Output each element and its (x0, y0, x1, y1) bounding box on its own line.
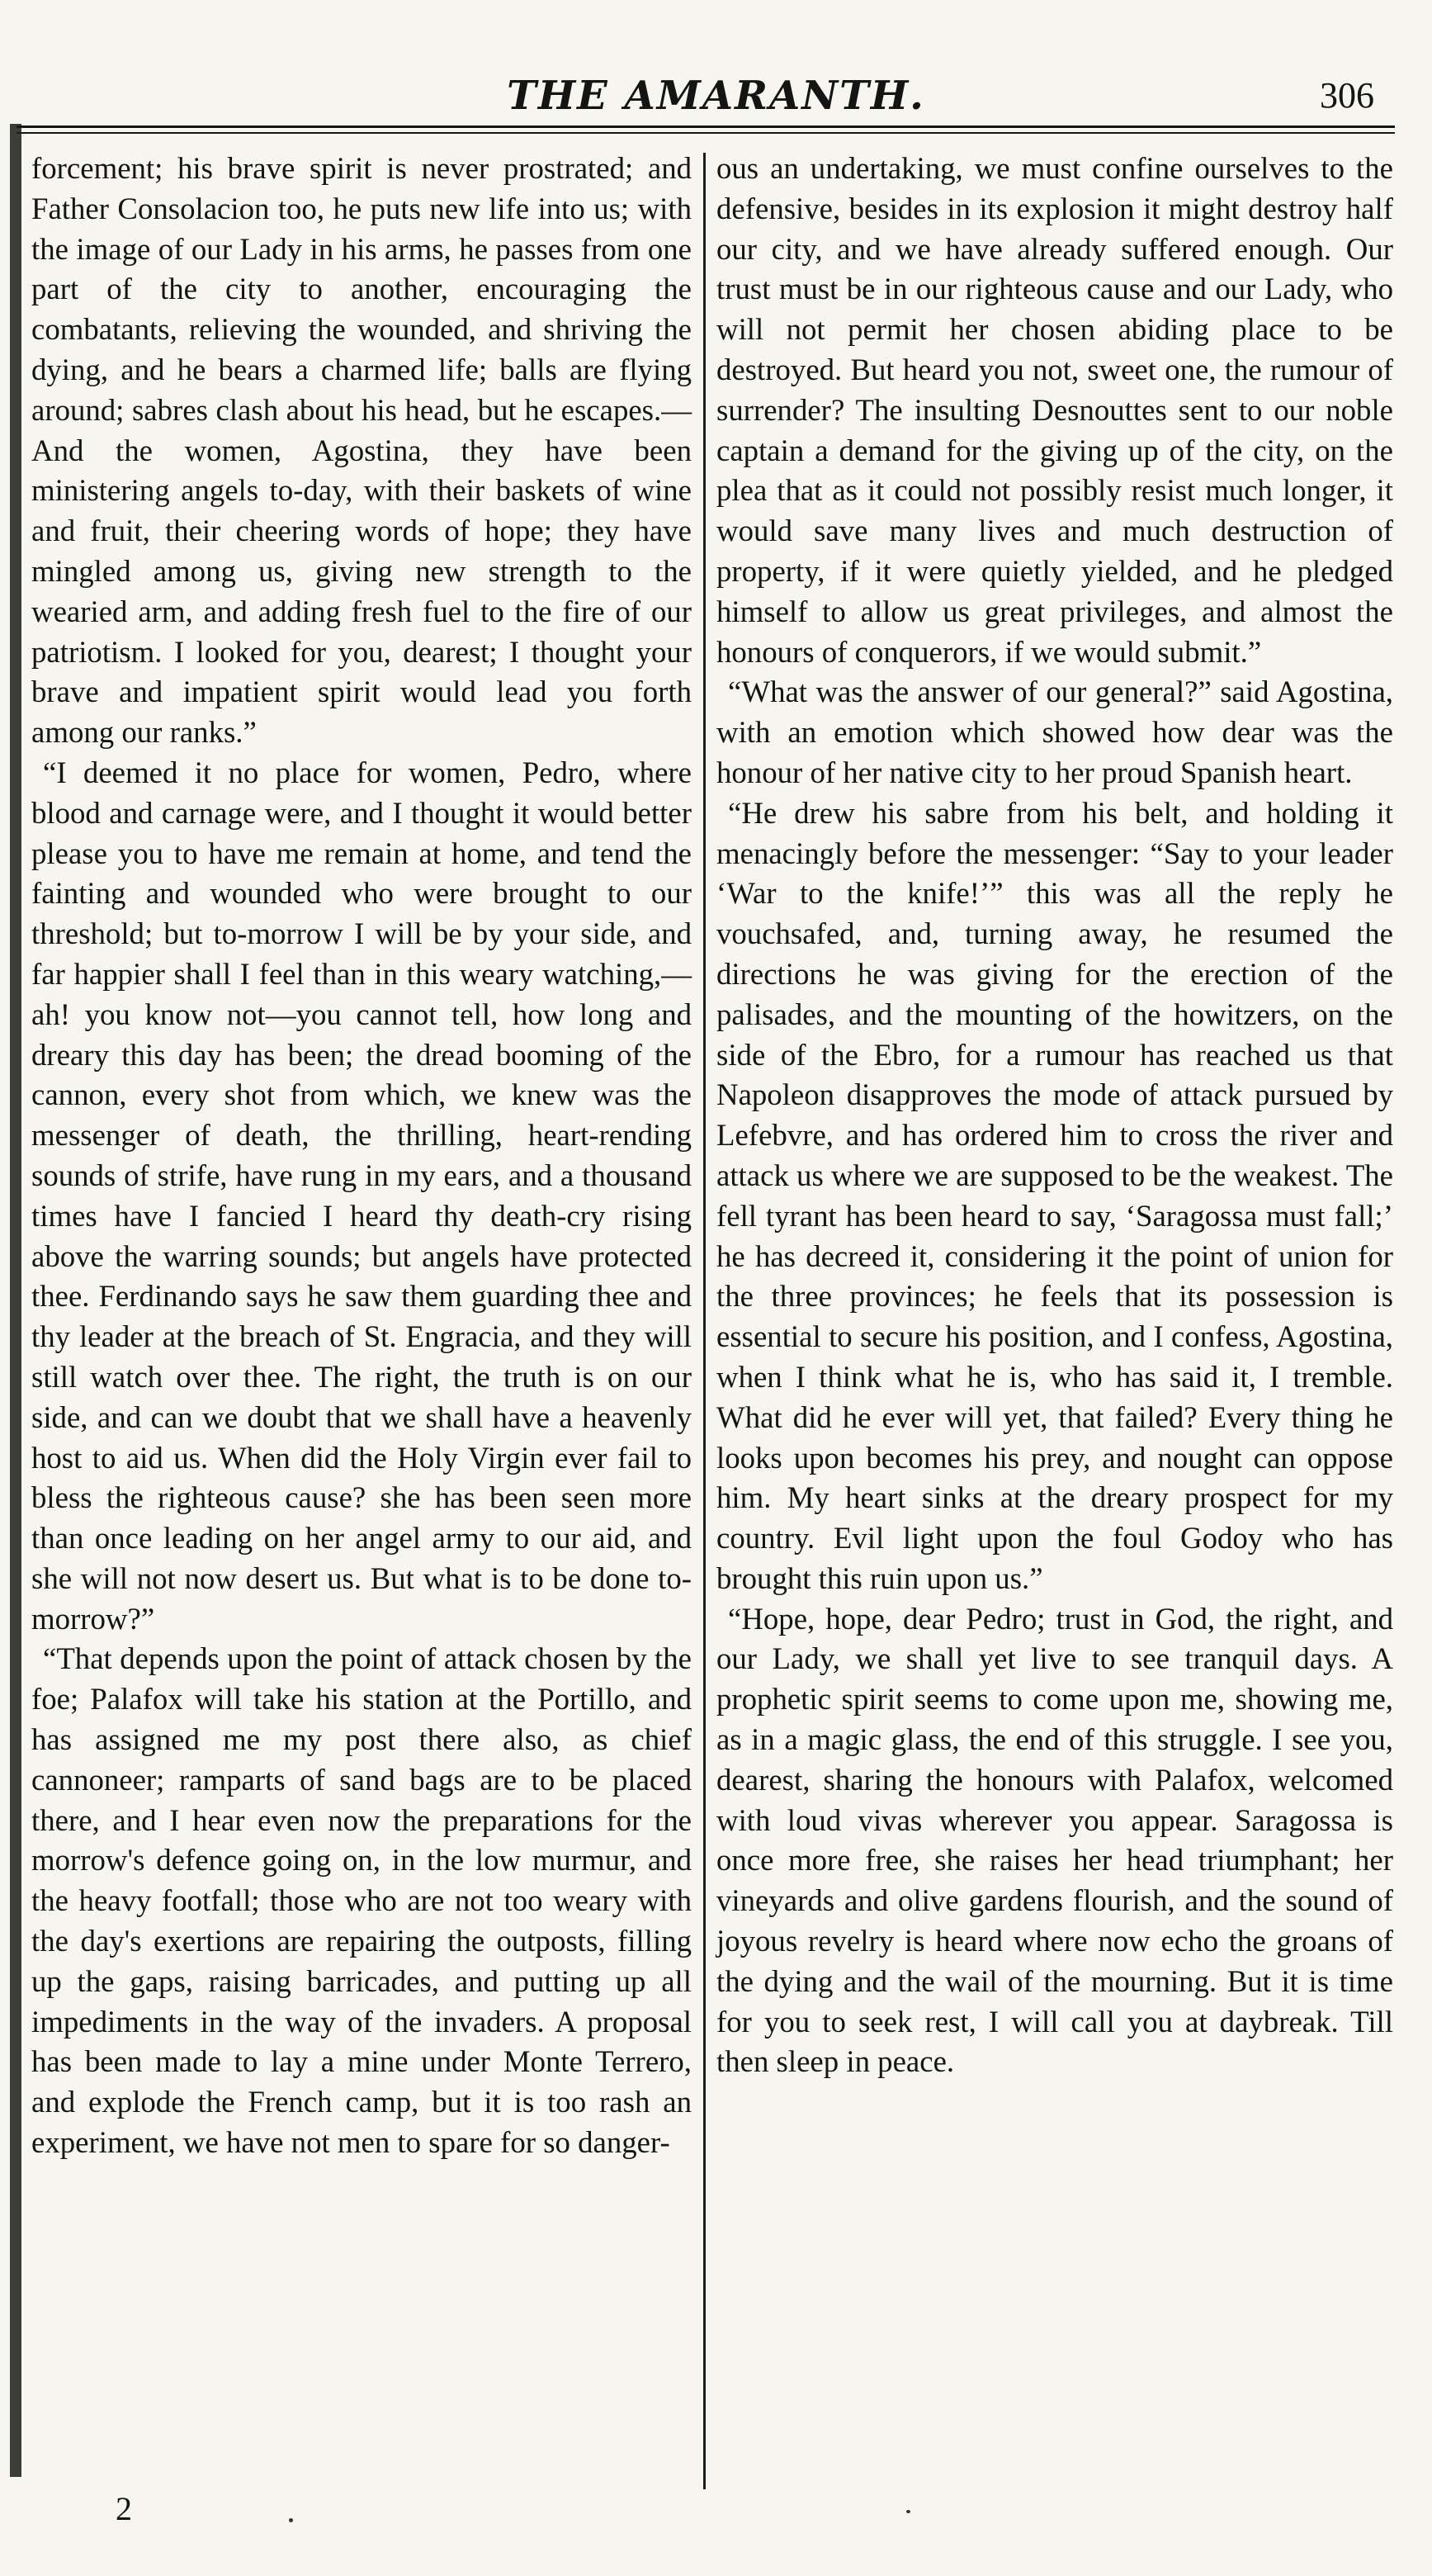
journal-title: THE AMARANTH. (507, 73, 925, 119)
left-paragraph-2: “I deemed it no place for women, Pedro, where blood and carnage were, and I thought it would better please you to have me remain at home, and tend the fainting and wounded who were brought to our threshold; but to-morrow I will be by your side, and far happier shall I feel than in this weary watching,—ah! you know not—you cannot tell, how long and dreary this day has been; the dread booming of the cannon, every shot from which, we knew was the messenger of death, the thrilling, heart-rending sounds of strife, have rung in my ears, and a thousand times have I fancied I heard thy death-cry rising above the warring sounds; but angels have protected thee. Ferdinando says he saw them guarding thee and thy leader at the breach of St. Engracia, and they will still watch over thee. The right, the truth is on our side, and can we doubt that we shall have a heavenly host to aid us. When did the Holy Virgin ever fail to bless the righteous cause? she has been seen more than once leading on her angel army to our aid, and she will not now desert us. But what is to be done to-morrow?” (31, 755, 692, 1636)
right-paragraph-4: “Hope, hope, dear Pedro; trust in God, the right, and our Lady, we shall yet live to see tranquil days. A prophetic spirit seems to come upon me, showing me, as in a magic glass, the end of this struggle. I see you, dearest, sharing the honours with Palafox, welcomed with loud vivas wherever you appear. Saragossa is once more free, she raises her head triumphant; her vineyards and olive gardens flourish, and the sound of joyous revelry is heard where now echo the groans of the dying and the wail of the mourning. But it is time for you to seek rest, I will call you at daybreak. Till then sleep in peace. (716, 1601, 1393, 2079)
left-paragraph-1: forcement; his brave spirit is never prostrated; and Father Consolacion too, he puts new life into us; with the image of our Lady in his arms, he passes from one part of the city to another, encouraging the combatants, relieving the wounded, and shriving the dying, and he bears a charmed life; balls are flying around; sabres clash about his head, but he escapes.—And the women, Agostina, they have been ministering angels to-day, with their baskets of wine and fruit, their cheering words of hope; they have mingled among us, giving new strength to the wearied arm, and adding fresh fuel to the fire of our patriotism. I looked for you, dearest; I thought your brave and impatient spirit would lead you forth among our ranks.” (31, 151, 692, 750)
signature-mark: 2 (116, 2490, 132, 2527)
left-paragraph-3: “That depends upon the point of attack chosen by the foe; Palafox will take his station at the Portillo, and has assigned me my post there also, as chief cannoneer; ramparts of sand bags are to be placed there, and I hear even now the preparations for the morrow's defence going on, in the low murmur, and the heavy footfall; those who are not too weary with the day's exertions are repairing the outposts, filling up the gaps, raising barricades, and putting up all impediments in the way of the invaders. A proposal has been made to lay a mine under Monte Terrero, and explode the French camp, but it is too rash an experiment, we have not men to spare for so danger- (31, 1641, 692, 2160)
right-paragraph-2: “What was the answer of our general?” said Agostina, with an emotion which showed how dear was the honour of her native city to her proud Spanish heart. (716, 675, 1393, 789)
header-rule-bottom (17, 132, 1395, 134)
header-rule-top (17, 125, 1395, 128)
right-paragraph-3: “He drew his sabre from his belt, and holding it menacingly before the messenger: “Say to your leader ‘War to the knife!’” this was all the reply he vouchsafed, and, turning away, he resumed the directions he was giving for the erection of the palisades, and the mounting of the howitzers, on the side of the Ebro, for a rumour has reached us that Napoleon disapproves the mode of attack pursued by Lefebvre, and has ordered him to cross the river and attack us where we are supposed to be the weakest. The fell tyrant has been heard to say, ‘Saragossa must fall;’ he has decreed it, considering it the point of union for the three provinces; he feels that its possession is essential to secure his position, and I confess, Agostina, when I think what he is, who has said it, I tremble. What did he ever will yet, that failed? Every thing he looks upon becomes his prey, and nought can oppose him. My heart sinks at the dreary prospect for my country. Evil light upon the foul Godoy who has brought this ruin upon us.” (716, 795, 1393, 1595)
page-header (0, 73, 1432, 122)
right-paragraph-1: ous an undertaking, we must confine ourselves to the defensive, besides in its explosion it might destroy half our city, and we have already suffered enough. Our trust must be in our righteous cause and our Lady, who will not permit her chosen abiding place to be destroyed. But heard you not, sweet one, the rumour of surrender? The insulting Desnouttes sent to our noble captain a demand for the giving up of the city, on the plea that as it could not possibly resist much longer, it would save many lives and much destruction of property, if it were quietly yielded, and he pledged himself to allow us great privileges, and almost the honours of conquerors, if we would submit.” (716, 151, 1393, 669)
column-divider (703, 153, 706, 2489)
print-speck (289, 2518, 293, 2522)
print-speck (906, 2510, 910, 2513)
left-column (31, 149, 692, 2163)
right-column (716, 149, 1393, 2082)
page-number: 306 (1320, 75, 1374, 116)
binding-edge-shadow (10, 124, 21, 2477)
